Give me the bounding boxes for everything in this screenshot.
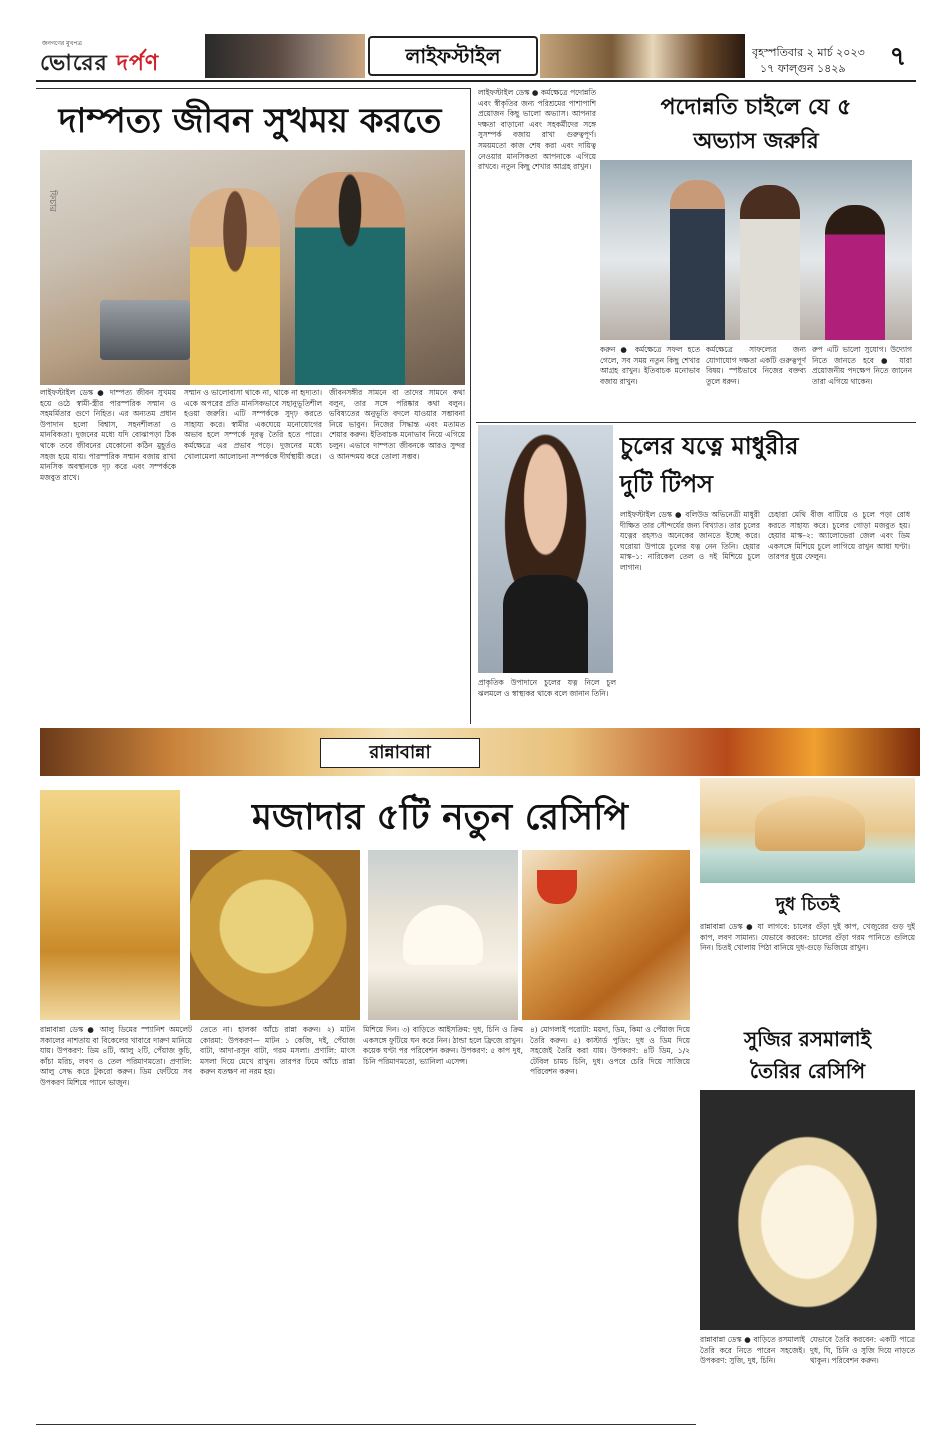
woman-colleague	[740, 185, 800, 340]
cooking-banner	[40, 728, 920, 776]
black-dress	[503, 575, 588, 673]
column-divider	[470, 88, 471, 724]
icecream-photo	[368, 850, 518, 1020]
hair-article-title-line2[interactable]: দুটি টিপস	[620, 470, 713, 498]
couple-photo	[40, 150, 465, 385]
paratha-photo	[522, 850, 690, 1020]
sauce-cup	[537, 870, 577, 904]
header-photo-left	[205, 34, 365, 78]
recipes-col3: মিশিয়ে দিন। ৩) বাড়িতে আইসক্রিম: দুধ, চিনি ও ক্রিম একসঙ্গে ফুটিয়ে ঘন করে নিন। ঠান্ডা হলে ফ্রিজে রাখুন। কয়েক ঘণ্টা পর পরিবেশন করুন। উপকরণ: ৫ কাপ দুধ, চিনি পরিমাণমতো, ভ্যানিলা এসেন্স।	[363, 1025, 523, 1066]
masthead-tagline: জনগণের মুখপত্র	[42, 40, 82, 47]
promotion-title-line1[interactable]: পদোন্নতি চাইলে যে ৫	[660, 95, 852, 120]
main-article-col1: লাইফস্টাইল ডেস্ক ● দাম্পত্য জীবন সুখময় হয়ে ওঠে স্বামী-স্ত্রীর পারস্পরিক সম্মান ও সহমর্মিতার গুণে নিহিত। এর অন্যতম প্রধান উপাদান হলো বিশ্বাস, সহনশীলতা ও মানবিকতা। দুজনের মধ্যে যদি বোঝাপড়া ঠিক থাকে তবে জীবনের যেকোনো কঠিন মুহূর্তও সহজ হয়ে যায়। পারস্পরিক সম্মান বজায় রাখা মানসিক অবস্থানকে দৃঢ় করে এবং সম্পর্ককে মজবুত রাখে।	[40, 388, 176, 482]
curry-photo	[190, 850, 360, 1020]
cooking-section-label: রান্নাবান্না	[320, 738, 480, 768]
page-number: ৭	[889, 42, 907, 72]
promotion-title-line2[interactable]: অভ্যাস জরুরি	[693, 129, 819, 154]
section-title: লাইফস্টাইল	[368, 36, 538, 76]
recipes-title[interactable]: মজাদার ৫টি নতুন রেসিপি	[252, 797, 628, 838]
date-bengali: ১৭ ফাল্গুন ১৪২৯	[760, 62, 846, 75]
recipes-col4: ৪) মোগলাই পরোটা: ময়দা, ডিম, কিমা ও পেঁয়াজ দিয়ে তৈরি করুন। ৫) কাস্টার্ড পুডিং: দুধ ও ডিম দিয়ে সহজেই তৈরি করা যায়। উপকরণ: ৪টি ডিম, ১/২ টেবিল চামচ চিনি, দুধ। ওপরে চেরি দিয়ে সাজিয়ে পরিবেশন করুন।	[530, 1025, 690, 1077]
main-article-col3: জীবনসঙ্গীর সামনে বা তাদের সামনে কথা বলুন, তার সঙ্গে পরিষ্কার কথা বলুন। ভবিষ্যতের অনুভূতি বদলে যাওয়ার সম্ভাবনা নিয়ে ভাবুন। নিজের সিদ্ধান্ত এবং মতামত শেয়ার করুন। ইতিবাচক মনোভাব নিয়ে এগিয়ে চলুন। এভাবে দাম্পত্য জীবনকে আরও সুন্দর ও আনন্দময় করে তোলা সম্ভব।	[329, 388, 465, 461]
promotion-article-intro: লাইফস্টাইল ডেস্ক ● কর্মক্ষেত্রে পদোন্নতি এবং স্বীকৃতির জন্য পরিশ্রমের পাশাপাশি প্রয়োজন কিছু ভালো অভ্যাস। আপনার দক্ষতা বাড়ানো এবং সহকর্মীদের সঙ্গে সুসম্পর্ক বজায় রাখা গুরুত্বপূর্ণ। সময়মতো কাজ শেষ করা এবং দায়িত্ব নেওয়ার মানসিকতা আপনাকে এগিয়ে রাখবে। নতুন কিছু শেখার আগ্রহ রাখুন।	[478, 88, 596, 172]
dudh-chitoi-text: রান্নাবান্না ডেস্ক ● যা লাগবে: চালের গুঁড়া দুই কাপ, খেজুরের গুড় দুই কাপ, লবণ সামান্য। যেভাবে করবেন: চালের গুঁড়া গরম পানিতে গুলিয়ে নিন। চিতই খোলায় পিঠা বানিয়ে দুধ-গুড়ে ভিজিয়ে রাখুন।	[700, 922, 915, 953]
promotion-col1: করুন ● কর্মক্ষেত্রে সফল হতে গেলে, সব সময় নতুন কিছু শেখার আগ্রহ রাখুন। ইতিবাচক মনোভাব বজায় রাখুন।	[600, 345, 700, 386]
rasmalai-col1: রান্নাবান্না ডেস্ক ● বাড়িতে রসমালাই তৈরি করে নিতে পারেন সহজেই। উপকরণ: সুজি, দুধ, চিনি।	[700, 1335, 805, 1366]
promotion-col2: কর্মক্ষেত্রে সাফল্যের জন্য যোগাযোগ দক্ষতা একটি গুরুত্বপূর্ণ বিষয়। স্পষ্টভাবে নিজের বক্তব্য তুলে ধরুন।	[706, 345, 806, 386]
man-in-suit	[670, 180, 725, 340]
main-article-col2: সম্মান ও ভালোবাসা থাকে না, থাকে না হৃদ্যতা। একে অপরের প্রতি মানসিকভাবে সহানুভূতিশীল হওয়া জরুরি। এটি সম্পর্ককে সুদৃঢ় করতে সাহায্য করে। স্বামীর একঘেয়ে মনোযোগের অভাব হলে সম্পর্কে দূরত্ব তৈরি হতে পারে। কর্মক্ষেত্রে এর প্রভাব পড়ে। দুজনের মধ্যে খোলামেলা আলোচনা সম্পর্ককে দীর্ঘস্থায়ী করে।	[184, 388, 322, 461]
header-rule	[36, 80, 916, 82]
hair-article-col2: চেহারা মেথি বীজ বাটিয়ে ও চুলে পড়া রোধ করতে সাহায্য করে। চুলের গোড়া মজবুত হয়। হেয়ার মাস্ক–২: অ্যালোভেরা জেল এবং ডিম একসঙ্গে মিশিয়ে চুলে লাগিয়ে রাখুন আধা ঘণ্টা। তারপর ধুয়ে ফেলুন।	[768, 510, 910, 562]
woman-in-pink	[825, 205, 885, 340]
office-photo	[600, 160, 912, 340]
rasmalai-photo	[700, 1090, 915, 1330]
hair-article-title-line1[interactable]: চুলের যত্নে মাধুরীর	[620, 432, 799, 460]
date-gregorian: বৃহস্পতিবার ২ মার্চ ২০২৩	[752, 46, 865, 59]
main-article-title[interactable]: দাম্পত্য জীবন সুখময় করতে	[58, 101, 442, 141]
pitha-sweet	[755, 796, 865, 851]
photo-credit: ফিচার	[47, 190, 57, 212]
logo-part1: ভোরের	[40, 51, 108, 76]
recipes-frame-bottom	[36, 1424, 696, 1425]
hair-article-bottom: প্রাকৃতিক উপাদানে চুলের যত্ন নিলে চুল ঝলমলে ও স্বাস্থ্যকর থাকে বলে জানান তিনি।	[478, 678, 616, 698]
rasmalai-col2: যেভাবে তৈরি করবেন: একটি পাত্রে দুধ, ঘি, চিনি ও সুজি দিয়ে নাড়তে থাকুন। পরিবেশন করুন।	[810, 1335, 915, 1366]
man-figure	[295, 172, 405, 385]
promotion-col3: রুপ এটি ভালো সুযোগ। উদ্যোগ নিতে জানতে হবে ● যারা প্রয়োজনীয় পদক্ষেপ নিতে জানেন তারা এগিয়ে থাকেন।	[812, 345, 912, 386]
rasmalai-title-line2[interactable]: তৈরির রেসিপি	[749, 1059, 866, 1083]
icecream-scoop	[403, 905, 483, 965]
newspaper-logo[interactable]	[40, 46, 190, 76]
article-frame-top	[36, 88, 470, 89]
recipes-col1: রান্নাবান্না ডেস্ক ● আলু ডিমের স্প্যানিশ অমলেট সকালের নাশতায় বা বিকেলের খাবারে দারুণ মানিয়ে যায়। উপকরণ: ডিম ৪টি, আলু ২টি, পেঁয়াজ কুচি, কাঁচা মরিচ, লবণ ও তেল পরিমাণমতো। প্রণালি: আলু সেদ্ধ করে টুকরো করুন। ডিম ফেটিয়ে সব উপকরণ মিশিয়ে প্যানে ভাজুন।	[40, 1025, 192, 1087]
dudh-chitoi-photo	[700, 778, 915, 883]
rasmalai-title-line1[interactable]: সুজির রসমালাই	[743, 1027, 871, 1051]
madhuri-photo	[478, 425, 613, 673]
header-photo-right	[540, 34, 745, 78]
logo-part2: দর্পণ	[116, 51, 160, 76]
woman-figure	[190, 188, 280, 385]
hair-article-rule	[476, 422, 916, 423]
cooking-pot	[100, 300, 190, 360]
hair-article-col1: লাইফস্টাইল ডেস্ক ● বলিউড অভিনেত্রী মাধুরী দীক্ষিত তার সৌন্দর্যের জন্য বিখ্যাত। তার চুলের যত্নের রহস্যও অনেকের জানতে ইচ্ছে করে। ঘরোয়া উপায়ে চুলের যত্ন নেন তিনি। হেয়ার মাস্ক–১: নারিকেল তেল ও দই মিশিয়ে চুলে লাগান।	[620, 510, 760, 572]
recipes-col2: তেতে না। হালকা আঁচে রান্না করুন। ২) মাটন কোরমা: উপকরণ— মাটন ১ কেজি, দই, পেঁয়াজ বাটা, আদা-রসুন বাটা, গরম মসলা। প্রণালি: মাংস মসলা দিয়ে মেখে রাখুন। তারপর ঢিমে আঁচে রান্না করুন যতক্ষণ না নরম হয়।	[200, 1025, 355, 1077]
omelette-photo	[40, 790, 180, 1020]
page-header	[0, 0, 945, 82]
dudh-chitoi-title[interactable]: দুধ চিতই	[775, 894, 840, 915]
